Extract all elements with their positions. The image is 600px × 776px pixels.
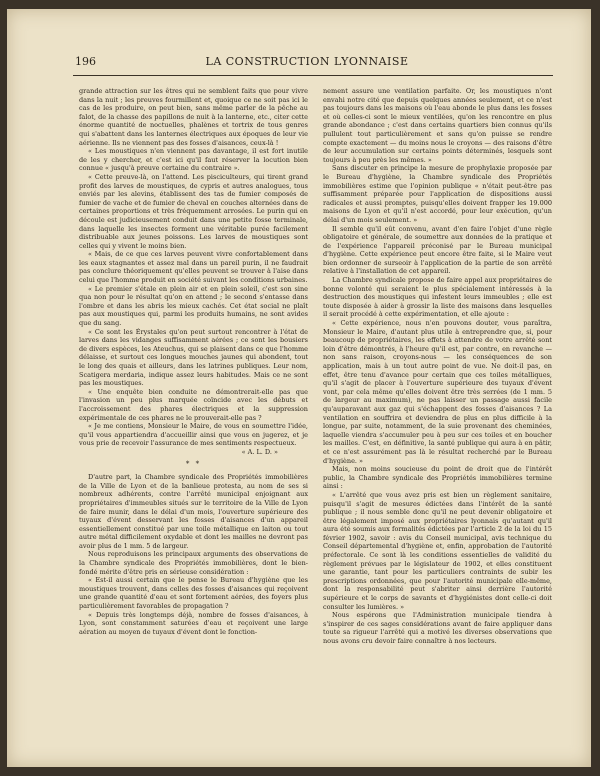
paragraph: Sans discuter en principe la mesure de prophylaxie proposée par le Bureau d'hygiène, la Chambre syndicale des Propriétés immobilières estime que l'opinion publique « n'était peut-être pas suffisamment préparée pour l'application de dispositions aussi radicales et aussi promptes, puisqu'elles doivent frapper les 19.000 maisons de Lyon et qu'il n'est accordé, pour leur exécution, qu'un délai d'un mois seulement. »	[323, 164, 552, 224]
paragraph: « Le premier s'étale en plein air et en plein soleil, c'est son sine qua non pour le résultat qu'on en attend ; le second s'entasse dans l'ombre et dans les abris les mieux cachés. Cet état social ne plaît pas aux moustiques qui, parmi les produits humains, ne sont avides que du sang.	[79, 284, 308, 328]
signature: « A. L. D. »	[241, 447, 278, 456]
paragraph: « Ce sont les Érystales qu'on peut surtout rencontrer à l'état de larves dans les vidanges suffisamment aérées ; ce sont les bousiers de divers espèces, les Ateuchus, qui se plaisent dans ce que l'homme délaisse, et surtout ces longues mouches jaunes qui abondent, tout le long des quais et ailleurs, dans les latrines publiques. Leur nom, Scatigera merdaria, indique assez leurs habitudes. Mais ce ne sont pas les moustiques.	[79, 327, 308, 388]
page	[7, 9, 591, 767]
paragraph: « Mais, de ce que ces larves peuvent vivre confortablement dans les eaux stagnantes et assez mal dans un pareil purin, il ne faudrait pas conclure théoriquement qu'elles peuvent se trouver à l'aise dans celui que l'homme produit en société suivant les conditions urbaines.	[79, 250, 308, 285]
paragraph: Mais, non moins soucieuse du point de droit que de l'intérêt public, la Chambre syndicale des Propriétés immobilières termine ainsi :	[323, 465, 552, 491]
paragraph: nement assure une ventilation parfaite. Or, les moustiques n'ont envahi notre cité que depuis quelques années seulement, et ce n'est pas toujours dans les maisons où l'eau abonde le plus dans les fosses et où celles-ci sont le mieux ventilées, qu'on les rencontre en plus grande abondance ; c'est dans certains quartiers bien connus qu'ils pullulent tout particulièrement et sans qu'on puisse se rendre compte exactement — du moins nous le croyons — des raisons d'être de leur accumulation sur certains points déterminés, lesquels sont toujours à peu près les mêmes. »	[323, 87, 552, 164]
paragraph: « Cette expérience, nous n'en pouvons douter, vous paraîtra, Monsieur le Maire, d'autant plus utile à entreprendre que, si, pour beaucoup de propriétaires, les effets à attendre de votre arrêté sont loin d'être démontrés, à l'heure qu'il est, par contre, en revanche — non sans raison, croyons-nous — les conséquences de son application, mais à un tout autre point de vue. Ne doit-il pas, en effet, être tenu d'avance pour certain que ces toiles métalliques, qu'il s'agit de placer à l'ouverture supérieure des tuyaux d'évent vont, par cela même qu'elles doivent être très serrées (de 1 mm. 5 de largeur au maximum), ne pas laisser un passage aussi facile qu'auparavant aux gaz qui s'échappent des fosses d'aisances ? La ventilation en souffrira et deviendra de plus en plus difficile à la longue, par suite, notamment, de la suie provenant des cheminées, laquelle viendra s'accumuler peu à peu sur ces toiles et en boucher les mailles. C'est, en définitive, la santé publique qui aura à en pâtir, et ce n'est assurément pas là le résultat recherché par le Bureau d'hygiène. »	[323, 319, 552, 465]
paragraph: grande attraction sur les êtres qui ne semblent faits que pour vivre dans la nuit ; les preuves fourmillent et, quoique ce ne soit pas ici le cas de les produire, on peut bien, sans même parler de la pêche au falot, de la chasse des papillons de nuit à la lanterne, etc., citer cette énorme quantité de noctuelles, phalènes et tortrix de tous genres qui s'abattent dans les lanternes électriques aux époques de leur vie aérienne. Ils ne viennent pas des fosses d'aisances, ceux-là !	[79, 87, 308, 147]
right-column	[323, 87, 552, 763]
paragraph: « Est-il aussi certain que le pense le Bureau d'hygiène que les moustiques trouvent, dans celles des fosses d'aisances qui reçoivent une grande quantité d'eau et sont fortement aérées, des foyers plus particulièrement favorables de propagation ?	[79, 576, 308, 611]
paragraph: La Chambre syndicale propose de faire appel aux propriétaires de bonne volonté qui seraient le plus spécialement intéressés à la destruction des moustiques qui infestent leurs immeubles ; elle est toute disposée à aider à grossir la liste des maisons dans lesquelles il serait procédé à cette expérimentation, et elle ajoute :	[323, 276, 552, 319]
paragraph: « Je me contiens, Monsieur le Maire, de vous en soumettre l'idée, qu'il vous appartiendra d'accueillir ainsi que vous en jugerez, et je vous prie de recevoir l'assurance de mes sentiments respectueux.	[79, 422, 308, 448]
left-column	[79, 87, 308, 763]
section-separator: * *	[185, 459, 202, 468]
paragraph: D'autre part, la Chambre syndicale des Propriétés immobilières de la Ville de Lyon et de la banlieue protesta, au nom de ses si nombreux adhérents, contre l'arrêté municipal enjoignant aux propriétaires d'immeubles situés sur le territoire de la Ville de Lyon de faire munir, dans le délai d'un mois, l'ouverture supérieure des tuyaux d'évent desservant les fosses d'aisances d'un appareil essentiellement constitué par une toile métallique en laiton ou tout autre métal difficilement oxydable et dont les mailles ne devront pas avoir plus de 1 mm. 5 de largeur.	[79, 473, 308, 550]
paragraph: « Une enquête bien conduite ne démontrerait-elle pas que l'invasion un peu plus marquée coïncide avec les débuts et l'accroissement des phares électriques et la suppression expérimentale de ces phares ne le prouverait-elle pas ?	[79, 387, 308, 422]
paragraph: « Cette preuve-là, on l'attend. Les pisciculteurs, qui tirent grand profit des larves de moustiques, de cypris et autres analogues, tous enviés par les alevins, établissent des tas de fumier composés de fumier de vache et de fumier de cheval en couches alternées dans de certaines proportions et très fréquemment arrosées. Le purin qui en découle est judicieusement conduit dans une petite fosse terminale, dans laquelle les insectes forment une véritable purée facilement distribuable aux jeunes poissons. Les larves de moustiques sont celles qui y vivent le moins bien.	[79, 172, 308, 250]
paragraph: Nous reproduisons les principaux arguments des observations de la Chambre syndicale des Propriétés immobilières, dont le bien-fondé mérite d'être pris en sérieuse considération :	[79, 550, 308, 576]
page-number: 196	[75, 55, 96, 68]
paragraph: Il semble qu'il eût convenu, avant d'en faire l'objet d'une règle obligatoire et générale, de soumettre aux données de la pratique et de l'expérience l'appareil préconisé par le Bureau municipal d'hygiène. Cette expérience peut encore être faite, si le Maire veut bien ordonner de surseoir à l'application de la partie de son arrêté relative à l'installation de cet appareil.	[323, 224, 552, 276]
page-title: LA CONSTRUCTION LYONNAISE	[205, 55, 409, 68]
page-header	[57, 55, 557, 73]
paragraph: « Depuis très longtemps déjà, nombre de fosses d'aisances, à Lyon, sont constamment saturées d'eau et reçoivent une large aération au moyen de tuyaux d'évent dont le fonction-	[79, 610, 308, 636]
paragraph: « Les moustiques n'en viennent pas davantage, il est fort inutile de les y chercher, et c'est ici qu'il faut réserver la locution bien connue « jusqu'à preuve certaine du contraire ».	[79, 147, 308, 173]
paragraph: « L'arrêté que vous avez pris est bien un règlement sanitaire, puisqu'il s'agit de mesures édictées dans l'intérêt de la santé publique ; il nous semble donc qu'il ne peut devenir obligatoire et être légalement imposé aux propriétaires lyonnais qu'autant qu'il aura été soumis aux formalités édictées par l'article 2 de la loi du 15 février 1902, savoir : avis du Conseil municipal, avis technique du Conseil départemental d'hygiène et, enfin, approbation de l'autorité préfectorale. Ce sont là les conditions essentielles de validité du règlement prévues par le législateur de 1902, et elles constituent une garantie, tant pour les particuliers contraints de subir les prescriptions ordonnées, que pour l'autorité municipale elle-même, dont la responsabilité peut s'abriter ainsi derrière l'autorité supérieure et le corps de savants et d'hygiénistes dont celle-ci doit consulter les lumières. »	[323, 490, 552, 611]
header-rule	[73, 75, 553, 76]
paragraph: Nous espérons que l'Administration municipale tiendra à s'inspirer de ces sages considérations avant de faire appliquer dans toute sa rigueur l'arrêté qui a motivé les diverses observations que nous avons cru devoir faire connaître à nos lecteurs.	[323, 611, 552, 645]
